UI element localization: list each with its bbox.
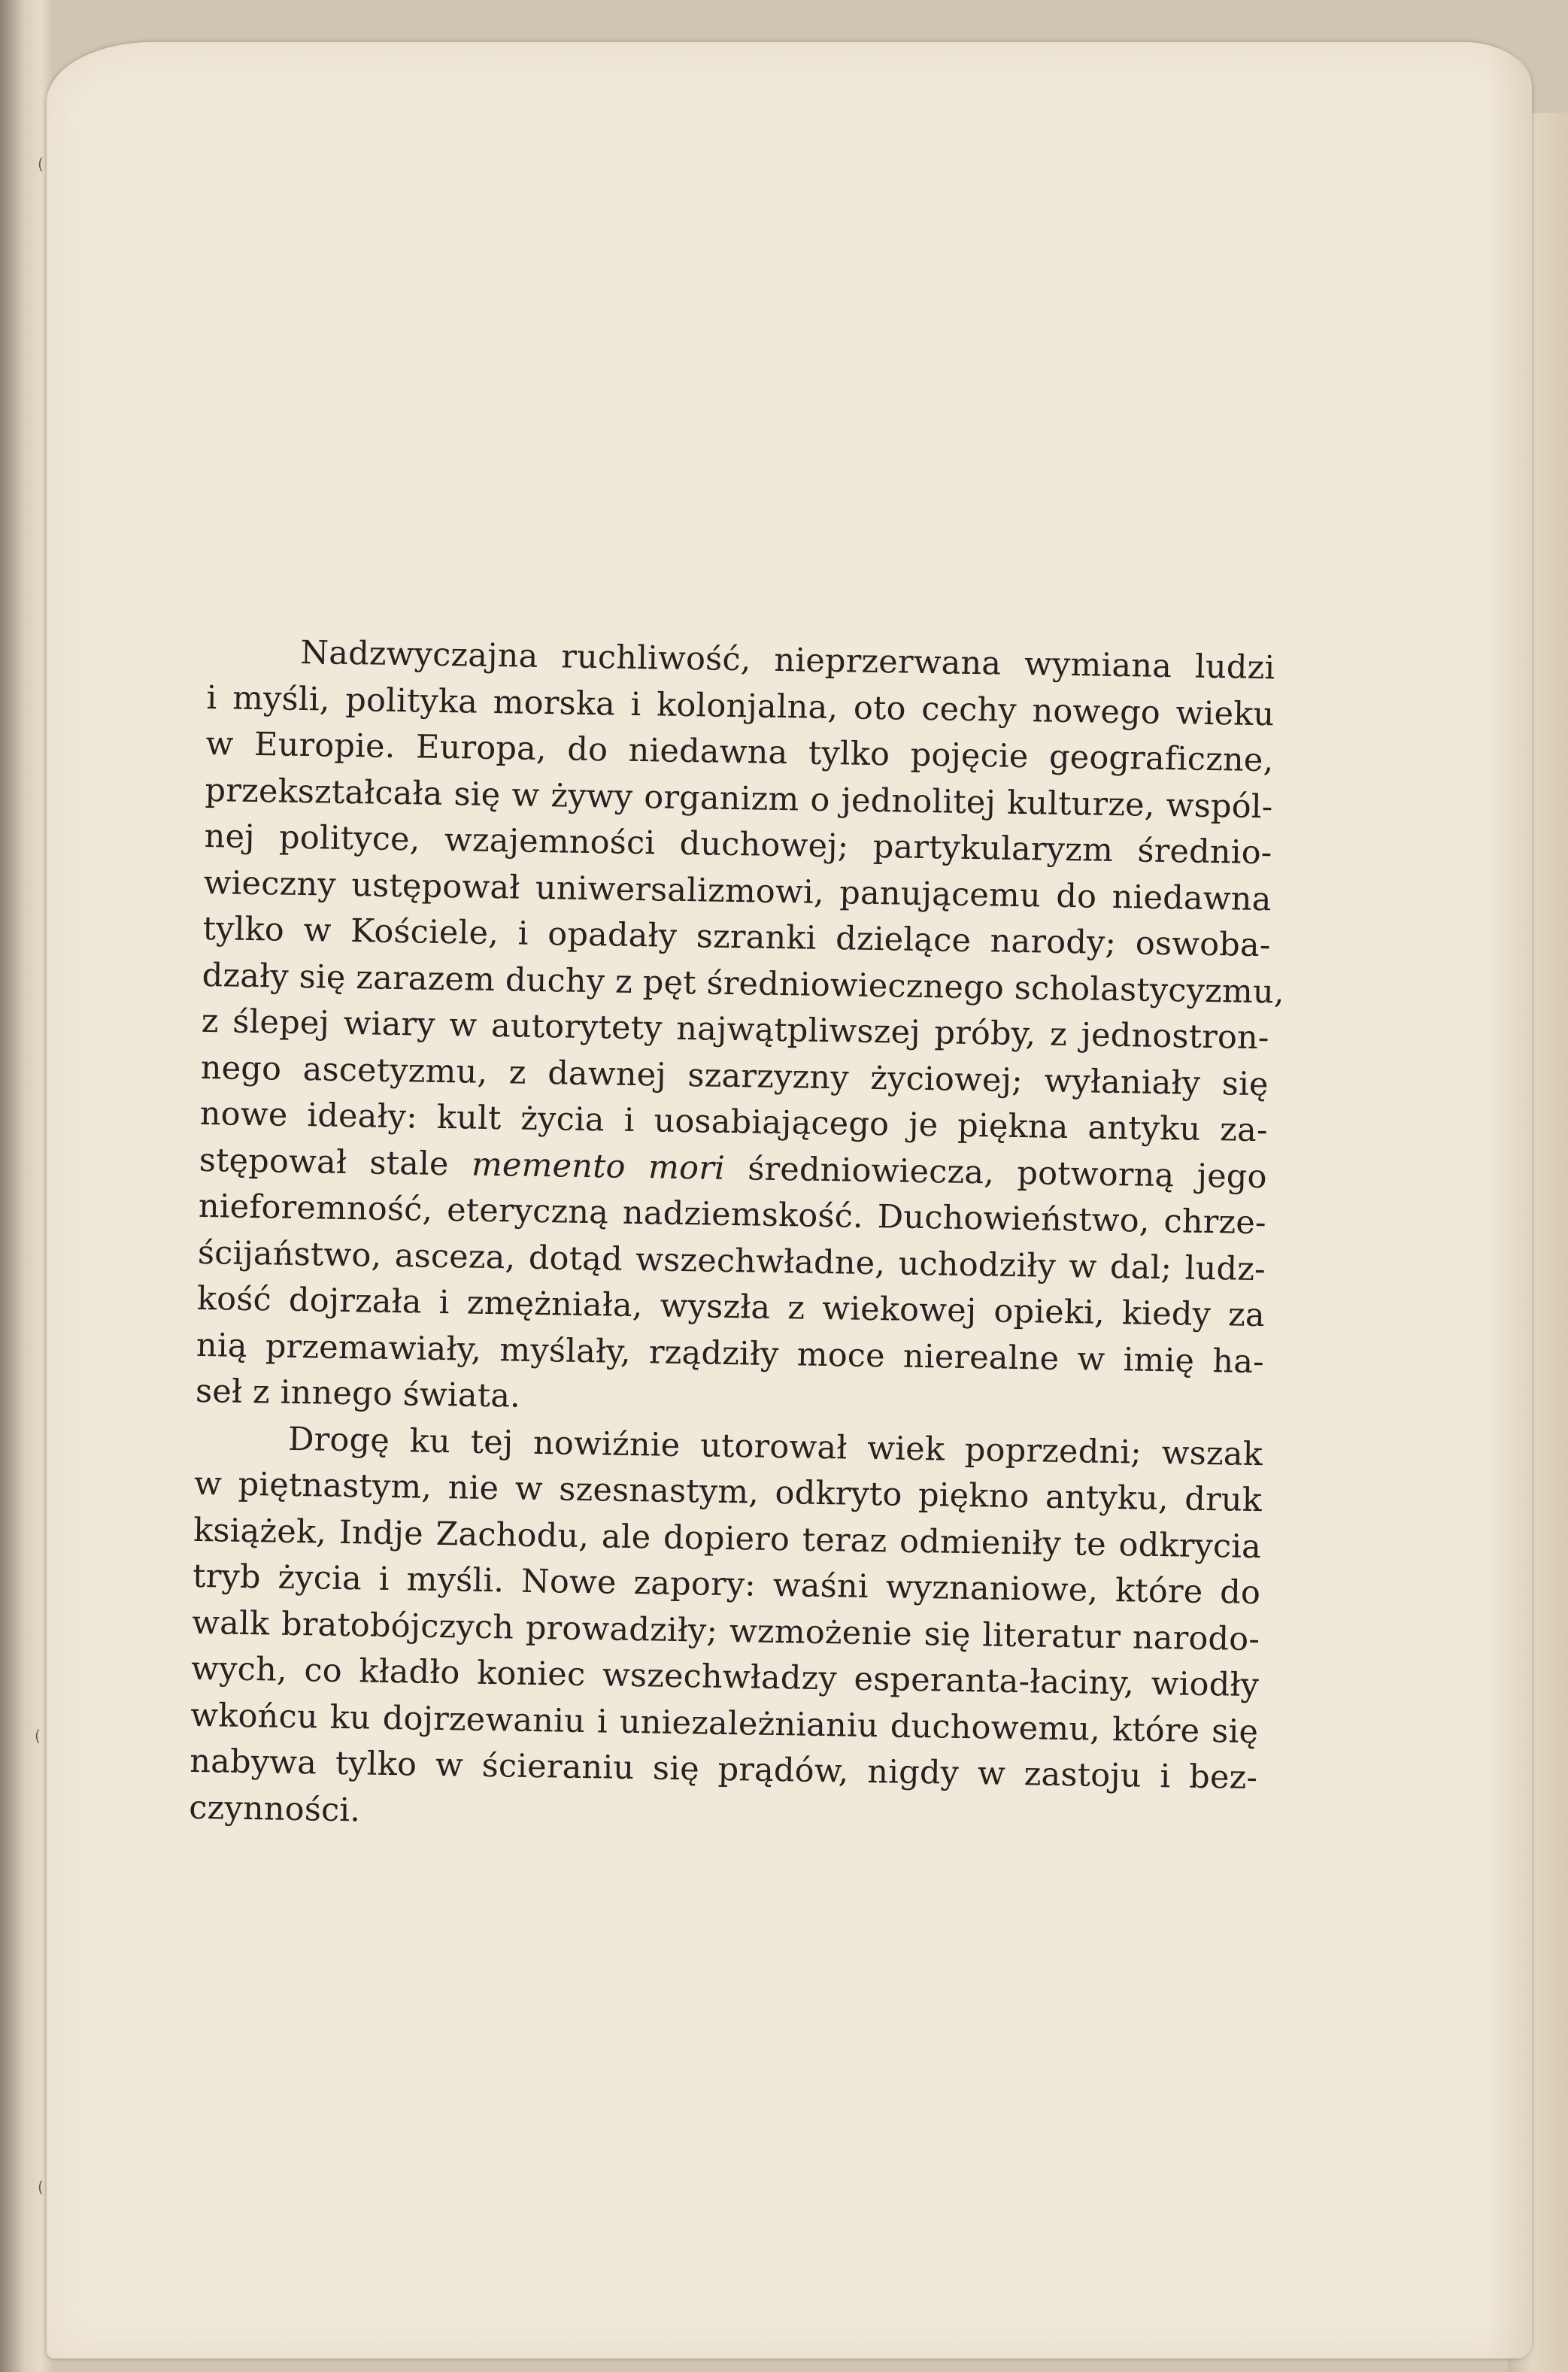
text-line: nią przemawiały, myślały, rządziły moce nierealne w imię ha-: [196, 1326, 1265, 1381]
binding-mark: (: [38, 155, 44, 173]
text-line: w Europie. Europa, do niedawna tylko pojęcie geograficzne,: [205, 724, 1274, 780]
body-text: [188, 629, 1285, 1848]
text-line: czynności.: [188, 1788, 361, 1829]
text-line: z ślepej wiary w autorytety najwątpliwszej próby, z jednostron-: [201, 1002, 1270, 1057]
binding-mark: (: [38, 2178, 44, 2196]
text-line: nowe ideały: kult życia i uosabiającego je piękna antyku za-: [199, 1094, 1269, 1150]
page-curl-shadow: [1487, 42, 1532, 2358]
text-segment: stępował stale: [199, 1141, 472, 1184]
binding-mark: (: [35, 1727, 41, 1745]
text-line: tylko w Kościele, i opadały szranki dzielące narody; oswoba-: [202, 909, 1271, 965]
text-line: nieforemność, eteryczną nadziemskość. Duchowieństwo, chrze-: [198, 1187, 1267, 1242]
text-line: dzały się zarazem duchy z pęt średniowiecznego scholastycyzmu,: [202, 956, 1285, 1012]
text-line: walk bratobójczych prowadziły; wzmożenie się literatur narodo-: [191, 1603, 1260, 1658]
text-line: seł z innego świata.: [195, 1372, 521, 1415]
italic-phrase: memento mori: [471, 1145, 726, 1188]
text-line: nabywa tylko w ścieraniu się prądów, nigdy w zastoju i bez-: [189, 1742, 1258, 1797]
text-line: kość dojrzała i zmężniała, wyszła z wiekowej opieki, kiedy za: [196, 1279, 1266, 1335]
text-line: książek, Indje Zachodu, ale dopiero teraz odmieniły te odkrycia: [193, 1511, 1262, 1566]
text-line: w piętnastym, nie w szesnastym, odkryto piękno antyku, druk: [193, 1464, 1263, 1520]
text-line: nego ascetyzmu, z dawnej szarzyzny życiowej; wyłaniały się: [200, 1048, 1269, 1103]
text-line: wieczny ustępował uniwersalizmowi, panującemu do niedawna: [203, 863, 1272, 918]
text-line: nej polityce, wzajemności duchowej; partykularyzm średnio-: [204, 817, 1272, 872]
text-line: przekształcała się w żywy organizm o jednolitej kulturze, wspól-: [205, 771, 1273, 826]
text-segment: średniowiecza, potworną jego: [724, 1149, 1268, 1196]
text-line: tryb życia i myśli. Nowe zapory: waśni wyznaniowe, które do: [192, 1557, 1261, 1612]
text-line: Nadzwyczajna ruchliwość, nieprzerwana wymiana ludzi: [300, 633, 1275, 687]
text-line: Drogę ku tej nowiźnie utorował wiek poprzedni; wszak: [287, 1420, 1263, 1473]
text-line: wych, co kładło koniec wszechwładzy esperanta-łaciny, wiodły: [190, 1649, 1260, 1705]
text-line: i myśli, polityka morska i kolonjalna, oto cechy nowego wieku: [206, 678, 1275, 733]
text-line: wkońcu ku dojrzewaniu i uniezależnianiu duchowemu, które się: [190, 1696, 1259, 1751]
text-line: ścijaństwo, asceza, dotąd wszechwładne, uchodziły w dal; ludz-: [197, 1233, 1266, 1288]
